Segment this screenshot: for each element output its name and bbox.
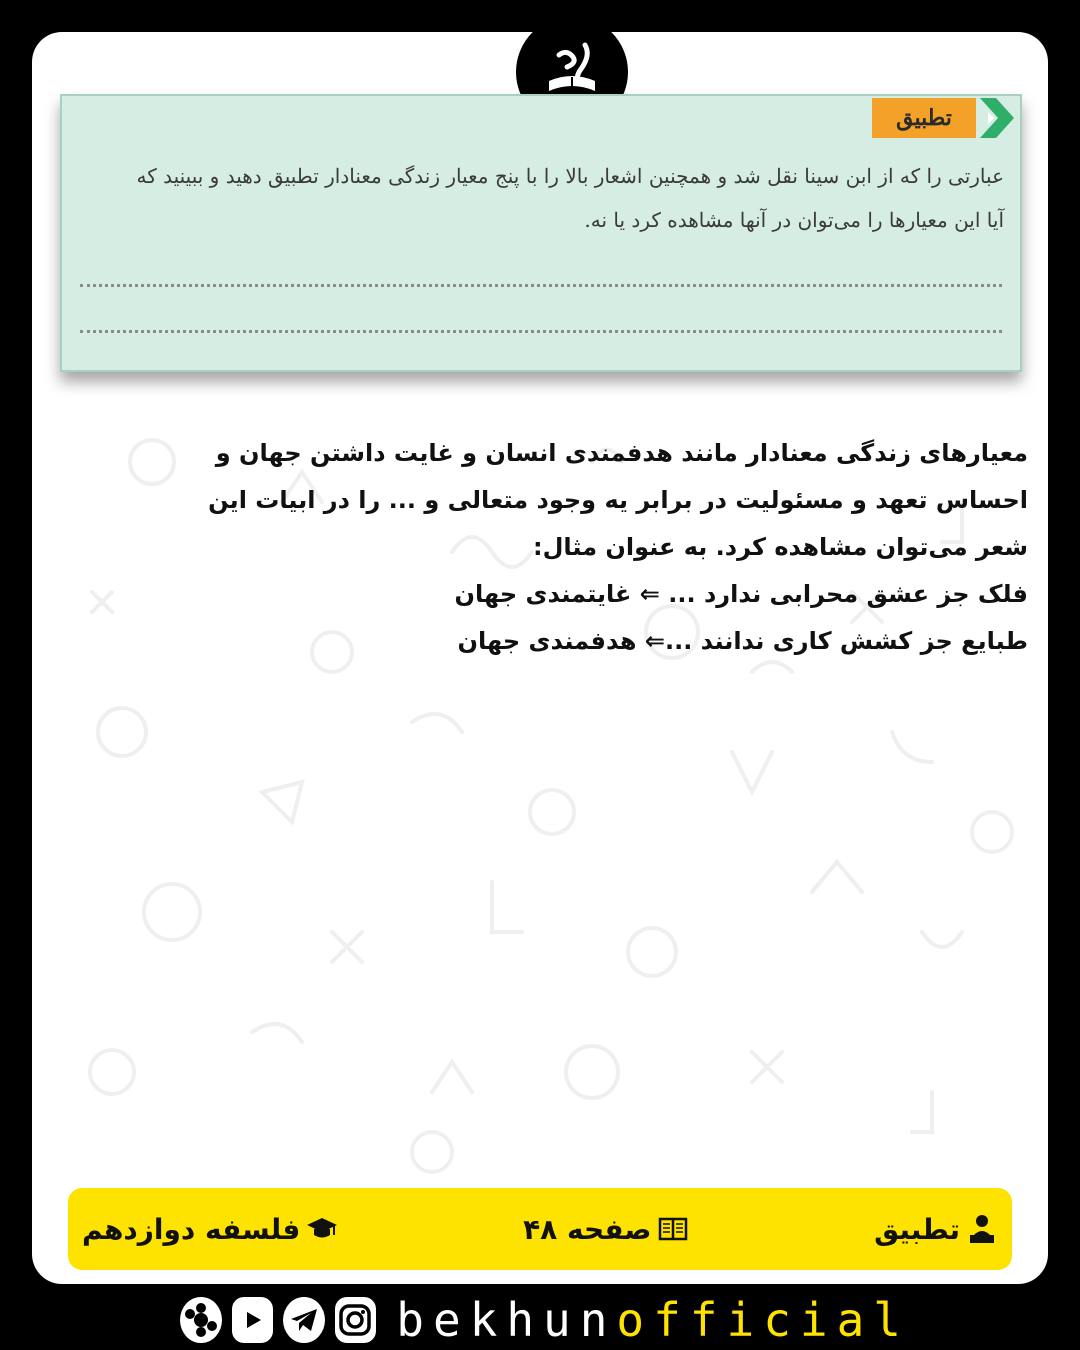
answer-line-4: فلک جز عشق محرابی ندارد ... ⇐ غایتمندی جهان: [454, 580, 1028, 608]
telegram-icon[interactable]: [283, 1297, 325, 1343]
footer-section-label: تطبیق: [874, 1212, 960, 1246]
instagram-icon[interactable]: [335, 1297, 377, 1343]
footer-course-label: فلسفه دوازدهم: [82, 1212, 301, 1246]
answer-dotted-line-1: [80, 284, 1002, 287]
footer-page: [523, 1213, 689, 1246]
graduation-cap-icon: [306, 1213, 338, 1245]
footer-page-label: صفحه ۴۸: [523, 1212, 652, 1246]
answer-line-5: طبایع جز کشش کاری ندانند ...⇐ هدفمندی جهان: [457, 627, 1028, 655]
handle-part-2: official: [616, 1293, 910, 1347]
aparat-icon[interactable]: [180, 1297, 222, 1343]
answer-line-3: شعر می‌توان مشاهده کرد. به عنوان مثال:: [532, 533, 1028, 561]
answer-text: [60, 430, 1028, 665]
answer-line-1: معیارهای زندگی معنادار مانند هدفمندی انسان و غایت داشتن جهان و: [215, 439, 1028, 467]
tag-arrow-icon: [976, 98, 1016, 138]
social-handle[interactable]: [396, 1293, 910, 1347]
handle-part-1: bekhun: [396, 1293, 617, 1347]
answer-dotted-line-2: [80, 330, 1002, 333]
answer-line-2: احساس تعهد و مسئولیت در برابر یه وجود متعالی و ... را در ابیات این: [208, 486, 1028, 514]
footer-section: [874, 1213, 998, 1246]
youtube-icon[interactable]: [232, 1297, 274, 1343]
exercise-question: [74, 154, 1004, 242]
footer-bar: [68, 1188, 1012, 1270]
teacher-icon: [966, 1213, 998, 1245]
exercise-tag: تطبیق: [872, 98, 976, 138]
question-line-2: آیا این معیارها را می‌توان در آنها مشاهده کرد یا نه.: [584, 208, 1004, 232]
open-book-icon: [657, 1213, 689, 1245]
social-bar: [180, 1290, 910, 1350]
textbook-exercise-box: [60, 94, 1022, 372]
question-line-1: عبارتی را که از ابن سینا نقل شد و همچنین اشعار بالا را با پنج معیار زندگی معنادار تطبیق دهید و ببینید که: [136, 164, 1004, 188]
footer-course: [82, 1213, 338, 1246]
content-card: [32, 32, 1048, 1284]
